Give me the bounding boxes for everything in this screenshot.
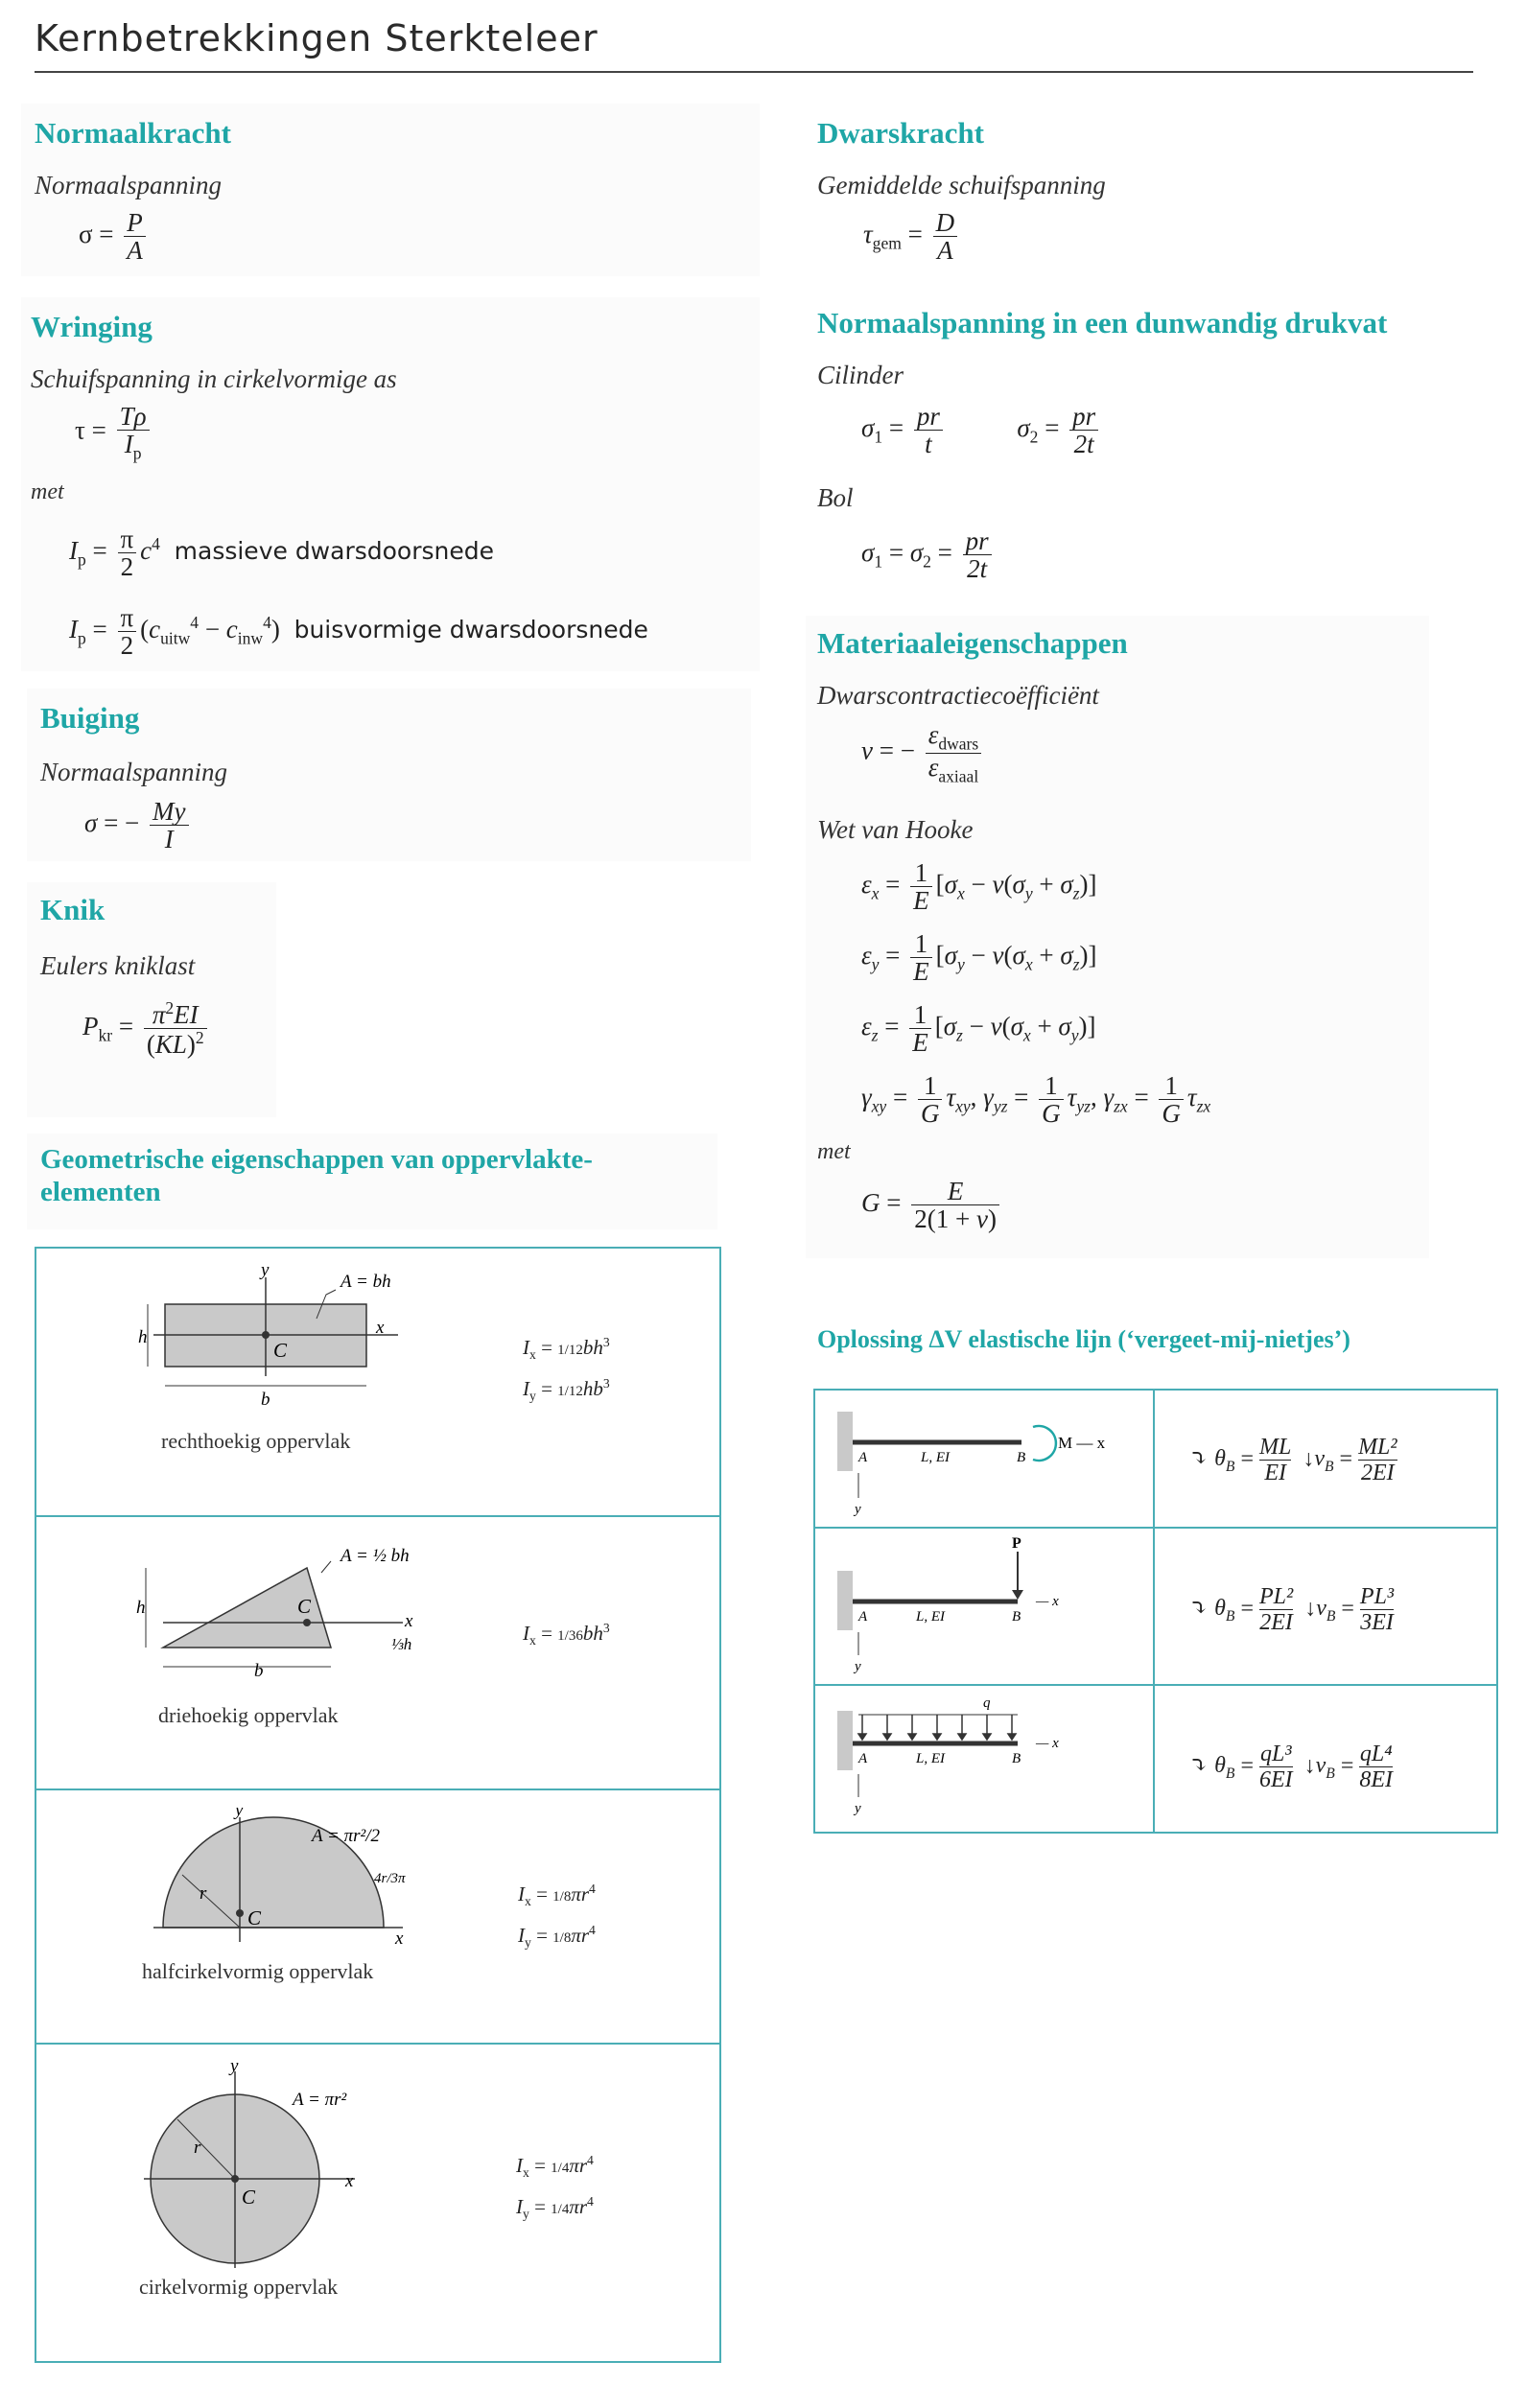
hooke-ex-formula: $\varepsilon_x$ = $\frac{1}{E}$ $[\sigma_x - \nu(\sigma_y + \sigma_z)]$ (861, 858, 1097, 916)
wringing-met-label: met (31, 479, 64, 504)
formula-denominator: I (164, 825, 174, 854)
bol-label: Bol (817, 483, 854, 512)
wringing-heading: Wringing (31, 310, 153, 343)
formula-lhs: σ = (79, 220, 114, 249)
buiging-heading: Buiging (40, 701, 140, 735)
svg-text:q: q (983, 1695, 991, 1711)
svg-text:r: r (194, 2138, 201, 2158)
formula-denominator: I (124, 430, 133, 459)
beam-distributedload-results: ⤵ $\theta_B$ = $\frac{\text{qL³}}{6EI}$ $↓v_B$ = $\frac{\text{qL⁴}}{8EI}$ (1189, 1742, 1394, 1793)
svg-text:r: r (200, 1883, 207, 1904)
triangle-caption: driehoekig oppervlak (158, 1703, 339, 1727)
svg-text:x: x (395, 1929, 404, 1949)
buis-label: buisvormige dwarsdoorsnede (293, 616, 648, 644)
shear-modulus-formula: G = $\frac{E}{2(1 + \nu)}$ (861, 1178, 1003, 1233)
svg-text:B: B (1017, 1450, 1026, 1465)
svg-text:C: C (242, 2186, 256, 2209)
svg-text:y: y (261, 1266, 270, 1280)
normaalkracht-subheading: Normaalspanning (35, 171, 223, 199)
svg-text:B: B (1012, 1609, 1021, 1625)
svg-text:h: h (138, 1327, 148, 1347)
normaalspanning-formula (79, 209, 150, 265)
oplossing-row-divider (813, 1527, 1496, 1529)
equals-sign: = (907, 220, 923, 249)
halfcircle-inertia: $I_x = 1/8\pi r^4$ $I_y = 1/8\pi r^4$ (518, 1882, 596, 1951)
cilinder-formula: $\sigma_1$ = $\frac{pr}{t}$ $\sigma_2$ = $\frac{pr}{2t}$ (861, 403, 1102, 458)
knik-subheading: Eulers kniklast (40, 951, 196, 980)
svg-text:— x: — x (1036, 1594, 1059, 1609)
ip-massief-formula: $I_p$ = $\frac{\pi}{2}$ $c^4$ massieve dwarsdoorsnede (69, 525, 494, 582)
formula-lhs: τ (863, 220, 873, 249)
knik-heading: Knik (40, 893, 106, 926)
formula-lhs-subscript: gem (872, 233, 902, 253)
buiging-formula: σ = − $\frac{My}{I}$ (84, 798, 193, 853)
triangle-inertia: $I_x = 1/36bh^3$ (523, 1621, 610, 1648)
geometrie-heading-line2: elementen (40, 1177, 161, 1207)
svg-text:A = πr²: A = πr² (293, 2090, 347, 2110)
buiging-subheading: Normaalspanning (40, 758, 228, 786)
svg-text:A = ½ bh: A = ½ bh (340, 1546, 410, 1566)
rectangle-caption: rechthoekig oppervlak (161, 1429, 351, 1453)
halfcircle-caption: halfcirkelvormig oppervlak (142, 1959, 374, 1983)
ip-buis-formula: $I_p$ = $\frac{\pi}{2}$ $(c_{uitw}^4 - c_{inw}^4)$ buisvormige dwarsdoorsnede (69, 603, 648, 661)
svg-text:y: y (855, 1801, 861, 1816)
formula-numerator: My (150, 798, 188, 826)
formula-numerator: Tρ (117, 403, 150, 431)
geometrie-heading-line1: Geometrische eigenschappen van oppervlakte- (40, 1144, 593, 1175)
svg-text:y: y (230, 2062, 239, 2076)
rectangle-figure (134, 1266, 412, 1410)
massief-label: massieve dwarsdoorsnede (174, 537, 494, 566)
svg-text:C: C (247, 1906, 262, 1929)
poisson-formula: ν = − $\frac{\varepsilon_{dwars}}{\varepsilon_{axiaal}}$ (861, 721, 985, 785)
circle-caption: cirkelvormig oppervlak (139, 2275, 339, 2299)
circle-figure (144, 2062, 393, 2282)
svg-text:L, EI: L, EI (916, 1609, 945, 1625)
svg-text:h: h (136, 1598, 146, 1618)
svg-text:A = πr²/2: A = πr²/2 (312, 1826, 380, 1846)
svg-text:x: x (345, 2171, 354, 2191)
knik-formula: $P_{kr}$ = $\frac{\pi^2EI}{(KL)^2}$ (82, 999, 211, 1059)
beam-pointload-results: ⤵ $\theta_B$ = $\frac{\text{PL²}}{2EI}$ $↓v_B$ = $\frac{\text{PL³}}{3EI}$ (1189, 1584, 1395, 1636)
geometrie-row-divider (35, 1515, 719, 1517)
wringing-subheading: Schuifspanning in cirkelvormige as (31, 364, 397, 393)
hooke-label: Wet van Hooke (817, 815, 974, 844)
formula-numerator: P (124, 209, 146, 237)
svg-text:x: x (405, 1611, 413, 1631)
svg-text:y: y (855, 1502, 861, 1517)
hooke-ez-formula: $\varepsilon_z$ = $\frac{1}{E}$ $[\sigma_z - \nu(\sigma_x + \sigma_y)]$ (861, 1000, 1096, 1058)
beam-moment-figure (830, 1402, 1146, 1517)
svg-text:C: C (297, 1595, 312, 1618)
oplossing-row-divider (813, 1684, 1496, 1686)
oplossing-column-divider (1153, 1389, 1155, 1832)
svg-text:y: y (855, 1659, 861, 1674)
rectangle-inertia: $I_x = 1/12bh^3$ $I_y = 1/12hb^3$ (523, 1335, 610, 1404)
drukvat-heading: Normaalspanning in een dunwandig drukvat (817, 306, 1388, 339)
svg-text:⅓h: ⅓h (391, 1635, 412, 1653)
svg-text:4r/3π: 4r/3π (374, 1871, 406, 1886)
page-title: Kernbetrekkingen Sterkteleer (35, 17, 599, 59)
svg-text:C: C (273, 1339, 288, 1362)
beam-distributedload-figure (830, 1692, 1146, 1826)
svg-text:b: b (261, 1390, 270, 1410)
svg-text:b: b (254, 1661, 264, 1678)
geometrie-row-divider (35, 1788, 719, 1790)
svg-text:A: A (858, 1609, 868, 1625)
svg-text:M — x: M — x (1058, 1434, 1106, 1452)
formula-denominator: A (127, 236, 143, 266)
svg-text:x: x (376, 1318, 385, 1338)
svg-text:A: A (858, 1450, 868, 1465)
title-divider (35, 71, 1473, 73)
formula-lhs: τ = (75, 415, 106, 445)
dwarskracht-heading: Dwarskracht (817, 116, 984, 150)
materiaal-met-label: met (817, 1139, 851, 1164)
beam-moment-results: ⤵ $\theta_B$ = $\frac{ML}{EI}$ $↓v_B$ = $\frac{\text{ML²}}{2EI}$ (1189, 1435, 1397, 1486)
svg-text:— x: — x (1036, 1736, 1059, 1751)
hooke-gamma-formula: $\gamma_{xy}$ = $\frac{1}{G}$ $\tau_{xy}$, $\gamma_{yz}$ = $\frac{1}{G}$ $\tau_{yz}$, $\gamma_{zx}$ = $\frac{1}{G}$ $\tau_{zx}$ (861, 1071, 1211, 1129)
beam-pointload-figure (830, 1534, 1146, 1678)
circle-inertia: $I_x = 1/4\pi r^4$ $I_y = 1/4\pi r^4$ (516, 2153, 594, 2222)
svg-text:y: y (235, 1808, 244, 1820)
svg-text:A = bh: A = bh (340, 1272, 391, 1292)
wringing-tau-formula: τ = $\frac{T\rho}{I_p}$ (75, 403, 153, 462)
svg-text:P: P (1012, 1535, 1021, 1552)
svg-text:L, EI: L, EI (916, 1751, 945, 1766)
oplossing-heading: Oplossing ΔV elastische lijn (‘vergeet-mij-nietjes’) (817, 1325, 1350, 1353)
schuifspanning-formula (863, 209, 961, 265)
hooke-ey-formula: $\varepsilon_y$ = $\frac{1}{E}$ $[\sigma_y - \nu(\sigma_x + \sigma_z)]$ (861, 929, 1097, 987)
svg-text:A: A (858, 1751, 868, 1766)
bol-formula: $\sigma_1 = \sigma_2$ = $\frac{pr}{2t}$ (861, 527, 996, 583)
normaalkracht-heading: Normaalkracht (35, 116, 231, 150)
materiaal-heading: Materiaaleigenschappen (817, 626, 1128, 660)
dwarskracht-subheading: Gemiddelde schuifspanning (817, 171, 1106, 199)
formula-denominator: A (937, 236, 953, 266)
geometrie-row-divider (35, 2043, 719, 2045)
triangle-figure (125, 1534, 451, 1678)
halfcircle-figure (144, 1808, 432, 1952)
formula-numerator: D (933, 209, 958, 237)
dwarscontractie-label: Dwarscontractiecoëfficiënt (817, 681, 1099, 710)
cilinder-label: Cilinder (817, 361, 904, 389)
svg-text:B: B (1012, 1751, 1021, 1766)
svg-text:L, EI: L, EI (921, 1450, 950, 1465)
